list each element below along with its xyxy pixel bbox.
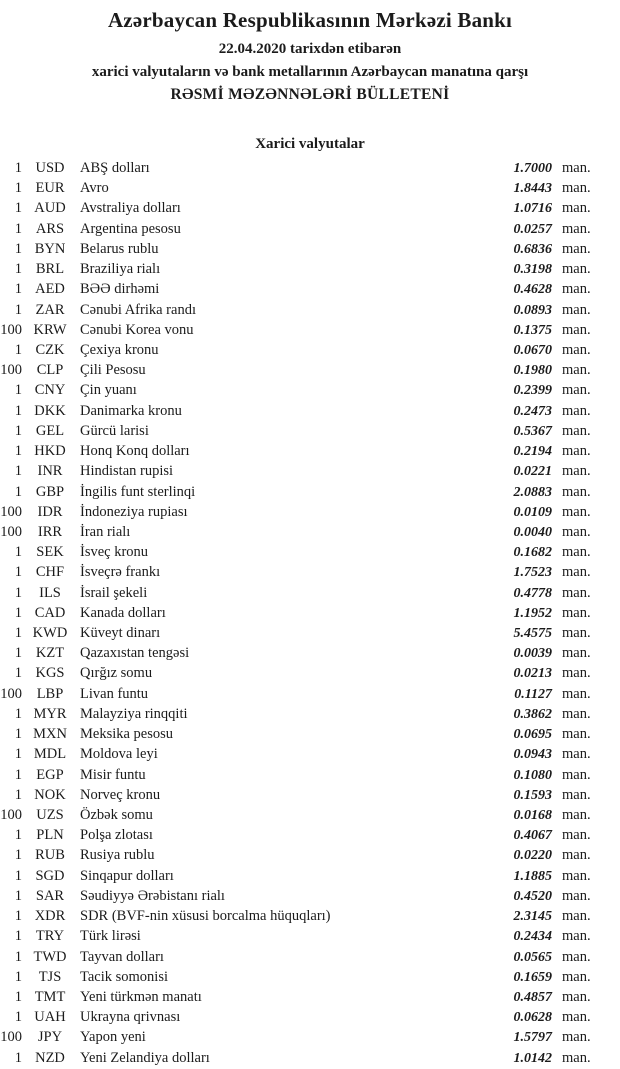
currency-code: CZK: [35, 341, 65, 358]
unit-label: man.: [562, 220, 591, 237]
rate-value: 0.6836: [513, 241, 552, 257]
quantity-value: 1: [14, 422, 22, 439]
currency-name: Braziliya rialı: [80, 261, 161, 278]
table-row: [0, 421, 620, 441]
quantity-value: 1: [14, 341, 22, 358]
currency-code: ZAR: [35, 301, 65, 318]
rates-table: [0, 158, 620, 1068]
unit-label: man.: [562, 422, 591, 439]
currency-name: Rusiya rublu: [80, 847, 155, 864]
rate-value: 0.0257: [513, 221, 552, 237]
unit-label: man.: [562, 180, 591, 197]
currency-name: Meksika pesosu: [80, 726, 174, 743]
rate-value: 0.0109: [513, 504, 552, 520]
unit-label: man.: [562, 928, 591, 945]
rate-value: 0.0943: [513, 747, 552, 763]
currency-code: SEK: [36, 544, 64, 561]
currency-name: Cənubi Afrika randı: [80, 301, 196, 318]
quantity-value: 1: [14, 180, 22, 197]
rate-value: 0.0565: [513, 949, 552, 965]
currency-code: CLP: [36, 362, 64, 379]
rate-value: 0.0628: [513, 1010, 552, 1026]
unit-label: man.: [562, 321, 591, 338]
table-row: [0, 401, 620, 421]
currency-name: Çili Pesosu: [80, 362, 146, 379]
rate-value: 0.0893: [513, 302, 552, 318]
unit-label: man.: [562, 867, 591, 884]
unit-label: man.: [562, 523, 591, 540]
currency-name: Çin yuanı: [80, 382, 137, 399]
unit-label: man.: [562, 685, 591, 702]
unit-label: man.: [562, 766, 591, 783]
table-row: [0, 562, 620, 582]
currency-name: Qırğız somu: [80, 665, 153, 682]
unit-label: man.: [562, 807, 591, 823]
unit-label: man.: [562, 827, 591, 844]
currency-name: Norveç kronu: [80, 786, 161, 803]
currency-name: Türk lirəsi: [80, 928, 141, 945]
unit-label: man.: [562, 786, 591, 803]
currency-code: CNY: [34, 382, 66, 399]
rate-value: 0.3862: [513, 706, 552, 722]
rate-value: 1.1952: [513, 605, 552, 621]
table-row: [0, 178, 620, 198]
currency-code: KWD: [32, 625, 68, 642]
quantity-value: 1: [14, 645, 22, 662]
rate-value: 0.3198: [513, 262, 552, 278]
rate-value: 0.1682: [513, 545, 552, 561]
unit-label: man.: [562, 665, 591, 682]
quantity-value: 1: [14, 220, 22, 237]
table-row: [0, 603, 620, 623]
currency-name: Polşa zlotası: [80, 827, 153, 844]
currency-code: ILS: [39, 584, 61, 601]
quantity-value: 1: [14, 301, 22, 318]
currency-code: MXN: [33, 726, 67, 743]
currency-name: Sinqapur dolları: [80, 867, 174, 884]
currency-name: Honq Konq dolları: [80, 443, 190, 460]
quantity-value: 100: [0, 1029, 22, 1046]
table-row: [0, 461, 620, 481]
table-row: [0, 522, 620, 542]
currency-code: MDL: [33, 746, 67, 763]
currency-code: IDR: [37, 503, 63, 520]
currency-code: TWD: [33, 948, 67, 965]
currency-name: Moldova leyi: [80, 746, 158, 763]
quantity-value: 1: [14, 200, 22, 217]
currency-name: Belarus rublu: [80, 240, 159, 257]
rate-value: 0.4520: [513, 888, 552, 904]
unit-label: man.: [562, 443, 591, 460]
currency-name: Çexiya kronu: [80, 341, 159, 358]
unit-label: man.: [562, 463, 591, 480]
unit-label: man.: [562, 301, 591, 318]
table-row: [0, 320, 620, 340]
currency-code: PLN: [36, 827, 64, 844]
quantity-value: 1: [14, 908, 22, 925]
rate-value: 0.0168: [513, 808, 552, 823]
rate-value: 0.0220: [513, 848, 552, 864]
table-row: [0, 279, 620, 299]
rate-value: 0.1593: [513, 787, 552, 803]
quantity-value: 1: [14, 988, 22, 1005]
currency-code: AUD: [34, 200, 66, 217]
quantity-value: 1: [14, 564, 22, 581]
table-row: [0, 360, 620, 380]
rate-value: 0.4628: [513, 282, 552, 298]
table-row: [0, 340, 620, 360]
currency-code: HKD: [34, 443, 66, 460]
currency-code: RUB: [35, 847, 65, 864]
currency-name: Tayvan dolları: [80, 948, 164, 965]
quantity-value: 1: [14, 948, 22, 965]
currency-code: KRW: [33, 321, 67, 338]
currency-name: Səudiyyə Ərəbistanı rialı: [80, 887, 225, 904]
bank-name-title: Azərbaycan Respublikasının Mərkəzi Bankı: [107, 8, 513, 32]
unit-label: man.: [562, 988, 591, 1005]
rate-value: 0.4067: [513, 828, 552, 844]
table-row: [0, 300, 620, 320]
currency-name: Livan funtu: [80, 685, 149, 702]
rate-value: 0.1980: [513, 363, 552, 379]
currency-name: İsrail şekeli: [80, 584, 148, 601]
currency-code: AED: [35, 281, 65, 298]
unit-label: man.: [562, 726, 591, 743]
currency-code: NZD: [35, 1049, 65, 1066]
unit-label: man.: [562, 281, 591, 298]
currency-code: SGD: [35, 867, 65, 884]
quantity-value: 1: [14, 604, 22, 621]
quantity-value: 100: [0, 503, 22, 520]
table-row: [0, 906, 620, 926]
currency-code: KGS: [35, 665, 65, 682]
rate-value: 0.2434: [513, 929, 552, 945]
currency-code: NOK: [34, 786, 66, 803]
currency-code: TJS: [38, 968, 62, 985]
unit-label: man.: [562, 968, 591, 985]
currency-code: JPY: [37, 1029, 63, 1046]
table-row: [0, 219, 620, 239]
rate-value: 0.1375: [513, 322, 552, 338]
rate-value: 5.4575: [513, 626, 552, 642]
currency-name: Yeni Zelandiya dolları: [80, 1049, 210, 1066]
section-title-foreign-currencies: Xarici valyutalar: [255, 136, 365, 152]
quantity-value: 1: [14, 705, 22, 722]
currency-code: GEL: [35, 422, 65, 439]
rate-value: 2.3145: [513, 909, 552, 925]
table-row: [0, 825, 620, 845]
quantity-value: 1: [14, 625, 22, 642]
unit-label: man.: [562, 240, 591, 257]
table-row: [0, 502, 620, 522]
rate-value: 1.8443: [513, 181, 552, 197]
currency-code: KZT: [35, 645, 65, 662]
rate-value: 1.0142: [513, 1050, 552, 1066]
currency-code: UZS: [36, 807, 64, 823]
currency-code: DKK: [34, 402, 66, 419]
unit-label: man.: [562, 503, 591, 520]
unit-label: man.: [562, 483, 591, 500]
quantity-value: 1: [14, 746, 22, 763]
table-row: [0, 947, 620, 967]
unit-label: man.: [562, 1029, 591, 1046]
effective-date-line: 22.04.2020 tarixdən etibarən: [218, 41, 402, 57]
unit-label: man.: [562, 544, 591, 561]
table-row: [0, 987, 620, 1007]
currency-code: SAR: [35, 887, 65, 904]
quantity-value: 1: [14, 726, 22, 743]
currency-code: ARS: [35, 220, 65, 237]
currency-code: UAH: [34, 1009, 66, 1026]
quantity-value: 1: [14, 402, 22, 419]
table-row: [0, 1027, 620, 1047]
table-row: [0, 744, 620, 764]
quantity-value: 100: [0, 523, 22, 540]
currency-name: Kanada dolları: [80, 604, 166, 621]
currency-code: MYR: [33, 705, 67, 722]
rate-value: 0.0040: [513, 524, 552, 540]
quantity-value: 1: [14, 281, 22, 298]
quantity-value: 1: [14, 443, 22, 460]
quantity-value: 1: [14, 544, 22, 561]
quantity-value: 1: [14, 463, 22, 480]
currency-name: İngilis funt sterlinqi: [80, 483, 196, 500]
currency-name: Avstraliya dolları: [80, 200, 181, 217]
currency-name: Yapon yeni: [80, 1029, 146, 1046]
unit-label: man.: [562, 625, 591, 642]
rate-value: 0.0213: [513, 666, 552, 682]
unit-label: man.: [562, 584, 591, 601]
currency-name: İran rialı: [80, 523, 131, 540]
quantity-value: 100: [0, 362, 22, 379]
unit-label: man.: [562, 382, 591, 399]
table-row: [0, 542, 620, 562]
quantity-value: 1: [14, 1009, 22, 1026]
currency-name: Avro: [80, 180, 109, 197]
quantity-value: 1: [14, 968, 22, 985]
unit-label: man.: [562, 887, 591, 904]
currency-code: USD: [35, 160, 65, 176]
table-row: [0, 239, 620, 259]
unit-label: man.: [562, 908, 591, 925]
quantity-value: 1: [14, 240, 22, 257]
table-row: [0, 1007, 620, 1027]
table-row: [0, 724, 620, 744]
currency-name: Argentina pesosu: [80, 220, 181, 237]
quantity-value: 1: [14, 1049, 22, 1066]
quantity-value: 1: [14, 766, 22, 783]
table-row: [0, 926, 620, 946]
subtitle-line: xarici valyutaların və bank metallarının Azərbaycan manatına qarşı: [91, 64, 529, 80]
currency-code: INR: [37, 463, 63, 480]
currency-name: BƏƏ dirhəmi: [80, 281, 160, 298]
rate-value: 0.0221: [513, 464, 552, 480]
currency-code: CHF: [35, 564, 65, 581]
quantity-value: 100: [0, 807, 22, 823]
rate-value: 0.4857: [513, 989, 552, 1005]
quantity-value: 100: [0, 321, 22, 338]
quantity-value: 1: [14, 786, 22, 803]
table-row: [0, 1048, 620, 1068]
currency-name: Danimarka kronu: [80, 402, 182, 419]
unit-label: man.: [562, 564, 591, 581]
table-row: [0, 482, 620, 502]
table-row: [0, 704, 620, 724]
quantity-value: 1: [14, 827, 22, 844]
rate-value: 0.1127: [514, 686, 552, 702]
unit-label: man.: [562, 645, 591, 662]
unit-label: man.: [562, 746, 591, 763]
currency-code: EGP: [36, 766, 64, 783]
unit-label: man.: [562, 705, 591, 722]
table-row: [0, 684, 620, 704]
currency-name: Cənubi Korea vonu: [80, 321, 194, 338]
currency-name: Misir funtu: [80, 766, 146, 783]
table-row: [0, 441, 620, 461]
rate-value: 0.2194: [513, 444, 552, 460]
table-row: [0, 805, 620, 825]
currency-name: Özbək somu: [80, 807, 153, 823]
unit-label: man.: [562, 1009, 591, 1026]
currency-name: Ukrayna qrivnası: [80, 1009, 181, 1026]
rate-value: 1.1885: [513, 868, 552, 884]
currency-name: Gürcü larisi: [80, 422, 149, 439]
rate-value: 0.1080: [513, 767, 552, 783]
currency-code: BYN: [34, 240, 66, 257]
currency-name: ABŞ dolları: [80, 160, 150, 176]
rate-value: 1.7523: [513, 565, 552, 581]
currency-name: Hindistan rupisi: [80, 463, 174, 480]
table-row: [0, 643, 620, 663]
currency-code: CAD: [34, 604, 66, 621]
table-row: [0, 765, 620, 785]
rate-value: 0.4778: [513, 585, 552, 601]
quantity-value: 1: [14, 483, 22, 500]
currency-name: SDR (BVF-nin xüsusi borcalma hüquqları): [80, 908, 331, 925]
currency-code: GBP: [35, 483, 65, 500]
rate-value: 2.0883: [513, 484, 552, 500]
table-row: [0, 198, 620, 218]
quantity-value: 1: [14, 928, 22, 945]
quantity-value: 1: [14, 887, 22, 904]
table-row: [0, 663, 620, 683]
rate-value: 1.0716: [513, 201, 552, 217]
unit-label: man.: [562, 261, 591, 278]
table-row: [0, 785, 620, 805]
rate-value: 0.5367: [513, 423, 552, 439]
currency-code: TMT: [34, 988, 66, 1005]
currency-name: İndoneziya rupiası: [80, 503, 188, 520]
table-row: [0, 623, 620, 643]
rate-value: 0.2473: [513, 403, 552, 419]
unit-label: man.: [562, 362, 591, 379]
unit-label: man.: [562, 604, 591, 621]
table-row: [0, 380, 620, 400]
currency-name: Küveyt dinarı: [80, 625, 161, 642]
currency-name: İsveçrə frankı: [80, 564, 161, 581]
currency-code: EUR: [35, 180, 65, 197]
rate-value: 1.5797: [513, 1030, 552, 1046]
unit-label: man.: [562, 948, 591, 965]
quantity-value: 1: [14, 160, 22, 176]
currency-name: Qazaxıstan tengəsi: [80, 645, 190, 662]
unit-label: man.: [562, 847, 591, 864]
unit-label: man.: [562, 200, 591, 217]
rate-value: 0.2399: [513, 383, 552, 399]
currency-code: TRY: [35, 928, 65, 945]
table-row: [0, 967, 620, 987]
table-row: [0, 866, 620, 886]
currency-name: İsveç kronu: [80, 544, 149, 561]
bulletin-header: [0, 0, 620, 104]
rate-value: 1.7000: [513, 161, 552, 176]
quantity-value: 100: [0, 685, 22, 702]
rate-value: 0.0695: [513, 727, 552, 743]
table-row: [0, 886, 620, 906]
currency-name: Malayziya rinqqiti: [80, 705, 188, 722]
quantity-value: 1: [14, 847, 22, 864]
quantity-value: 1: [14, 867, 22, 884]
bulletin-title: RƏSMİ MƏZƏNNƏLƏRİ BÜLLETENİ: [170, 86, 450, 103]
table-row: [0, 583, 620, 603]
quantity-value: 1: [14, 382, 22, 399]
table-row: [0, 845, 620, 865]
currency-code: XDR: [34, 908, 66, 925]
currency-code: LBP: [36, 685, 64, 702]
currency-name: Tacik somonisi: [80, 968, 168, 985]
unit-label: man.: [562, 160, 591, 176]
currency-name: Yeni türkmən manatı: [80, 988, 202, 1005]
rate-value: 0.0670: [513, 342, 552, 358]
quantity-value: 1: [14, 665, 22, 682]
table-row: [0, 158, 620, 178]
quantity-value: 1: [14, 584, 22, 601]
rate-value: 0.0039: [513, 646, 552, 662]
unit-label: man.: [562, 1049, 591, 1066]
unit-label: man.: [562, 341, 591, 358]
rate-value: 0.1659: [513, 969, 552, 985]
quantity-value: 1: [14, 261, 22, 278]
table-row: [0, 259, 620, 279]
unit-label: man.: [562, 402, 591, 419]
currency-code: BRL: [35, 261, 65, 278]
currency-code: IRR: [37, 523, 63, 540]
